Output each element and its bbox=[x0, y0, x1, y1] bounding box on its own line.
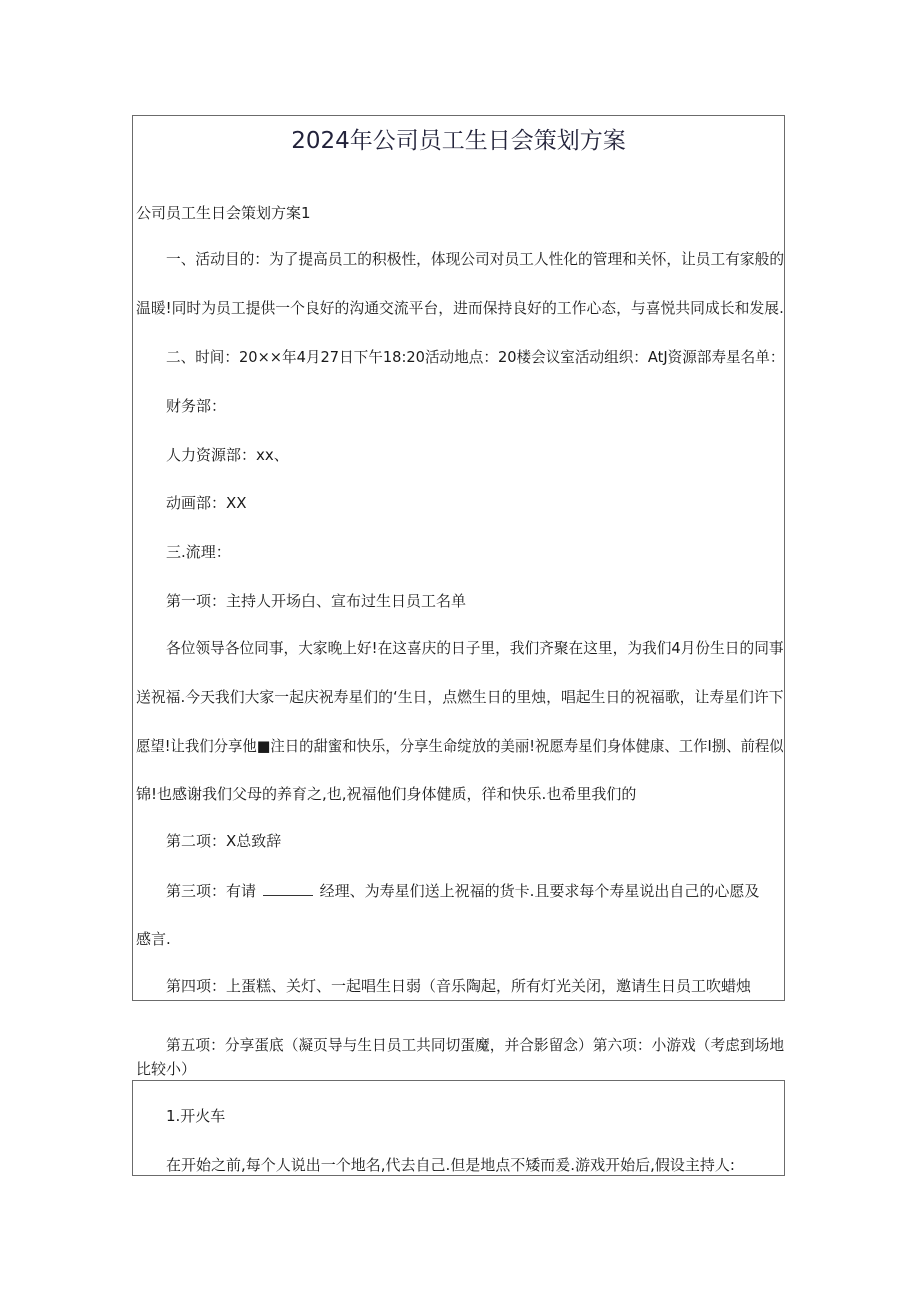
speech-line-2: 送祝福.今天我们大家一起庆祝寿星们的‘生日，点燃生日的里烛，唱起生日的祝福歌，让寿星们许下 bbox=[136, 688, 784, 706]
speech-line-1: 各位领导各位同事，大家晚上好!在这喜庆的日子里，我们齐聚在这里，为我们4月份生日的同事 bbox=[166, 639, 784, 657]
item-5-line-2: 比较小） bbox=[136, 1060, 197, 1078]
process-heading: 三.流理： bbox=[166, 543, 231, 561]
speech-line-4: 锦!也感谢我们父母的养育之,也,祝福他们身体健质，徉和快乐.也希里我们的 bbox=[136, 785, 637, 803]
item-2: 第二项：X总致辞 bbox=[166, 832, 282, 850]
item-3-suffix: 经理、为寿星们送上祝福的货卡.且要求每个寿星说出自己的心愿及 bbox=[319, 882, 760, 900]
item-3-line-2: 感言. bbox=[136, 930, 171, 948]
animation-dept: 动画部：XX bbox=[166, 494, 247, 512]
time-location-line: 二、时间：20××年4月27日下午18:20活动地点：20楼会议室活动组织：AtJ资源部寿星名单： bbox=[166, 348, 785, 366]
item-3 bbox=[166, 881, 759, 901]
game-description: 在开始之前,每个人说出一个地名,代去自己.但是地点不矮而爰.游戏开始后,假设主持人: bbox=[166, 1156, 735, 1174]
purpose-line-1: 一、活动目的：为了提高员工的积极性，体现公司对员工人性化的管理和关怀，让员工有家般的 bbox=[166, 250, 785, 268]
speech-line-3: 愿望!让我们分享他■注日的甜蜜和快乐，分享生命绽放的美丽!祝愿寿星们身体健康、工作I捌、前程似 bbox=[136, 737, 784, 755]
purpose-line-2: 温暖!同时为员工提供一个良好的沟通交流平台，进而保持良好的工作心态，与喜悦共同成长和发展. bbox=[136, 299, 784, 317]
item-3-prefix: 第三项：有请 bbox=[166, 882, 257, 900]
fill-in-blank bbox=[263, 881, 313, 896]
item-5-line-1: 第五项：分享蛋底（凝页导与生日员工共同切蛋魔，并合影留念）第六项：小游戏（考虑到场地 bbox=[166, 1036, 785, 1054]
section-heading: 公司员工生日会策划方案1 bbox=[136, 204, 311, 222]
hr-dept: 人力资源部：xx、 bbox=[166, 446, 289, 464]
item-1: 第一项：主持人开场白、宣布过生日员工名单 bbox=[166, 592, 467, 610]
document-title: 2024年公司员工生日会策划方案 bbox=[291, 128, 626, 154]
item-4: 第四项：上蛋糕、关灯、一起唱生日弱（音乐陶起，所有灯光关闭，邀请生日员工吹蜡烛 bbox=[166, 977, 752, 995]
finance-dept: 财务部： bbox=[166, 397, 227, 415]
game-title: 1.开火车 bbox=[166, 1107, 226, 1125]
